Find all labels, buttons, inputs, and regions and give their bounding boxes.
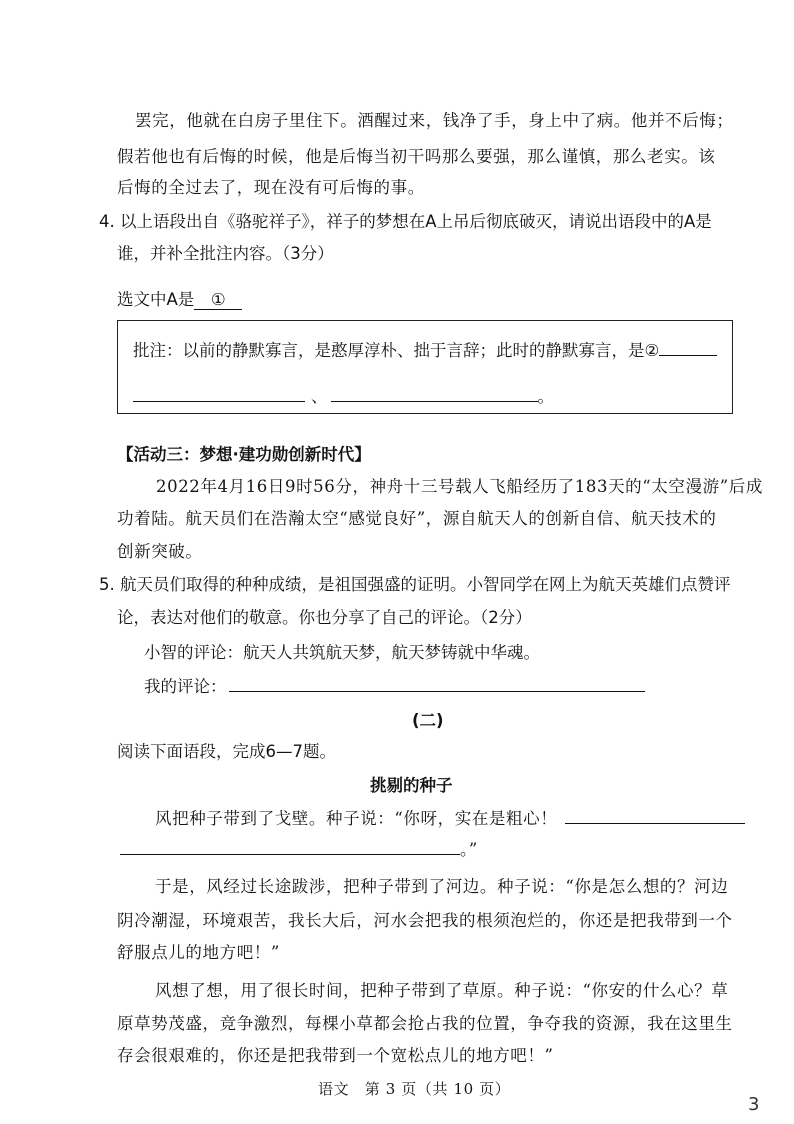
story-p1-text: 风把种子带到了戈壁。种子说：“你呀，实在是粗心！: [155, 809, 558, 828]
text-line: 存会很艰难的，你还是把我带到一个宽松点儿的地方吧！”: [117, 1046, 554, 1065]
text-line: 阴冷潮湿，环境艰苦，我长大后，河水会把我的根须泡烂的，你还是把我带到一个: [117, 911, 733, 930]
annotation-line-2: [133, 383, 554, 407]
page-number: 3: [748, 1094, 760, 1115]
answer-a-row: [117, 286, 242, 310]
text-line: 舒服点儿的地方吧！”: [117, 943, 280, 962]
story-p1-line-1: [155, 805, 745, 829]
annotation-mark: ②: [644, 341, 660, 360]
text-line: 罢完，他就在白房子里住下。酒醒过来，钱净了手，身上中了病。他并不后悔；: [135, 111, 734, 130]
story-blank-2[interactable]: [120, 853, 460, 855]
my-comment-label: 我的评论：: [144, 677, 227, 696]
story-p1-line-2: [120, 836, 478, 860]
text-line: 后悔的全过去了，现在没有可后悔的事。: [117, 178, 425, 197]
section-title: (二): [412, 711, 444, 730]
annotation-blank-1[interactable]: [659, 354, 717, 356]
annotation-blank-2[interactable]: [133, 400, 305, 402]
answer-a-mark: ①: [210, 290, 226, 309]
annotation-text: 批注：以前的静默寡言，是憨厚淳朴、拙于言辞；此时的静默寡言，是: [133, 341, 645, 360]
answer-a-blank[interactable]: [194, 290, 242, 310]
annotation-line-1: [133, 337, 717, 361]
reading-instruction: 阅读下面语段，完成6—7题。: [117, 742, 336, 761]
question-5-line-2: 论，表达对他们的敬意。你也分享了自己的评论。（2分）: [117, 608, 532, 627]
text-line: 2022年4月16日9时56分，神舟十三号载人飞船经历了183天的“太空漫游”后成: [156, 477, 763, 496]
story-title: 挑剔的种子: [370, 776, 453, 795]
question-4-line-2: 谁，并补全批注内容。（3分）: [117, 244, 334, 263]
question-5-line-1: 5. 航天员们取得的种种成绩，是祖国强盛的证明。小智同学在网上为航天英雄们点赞评: [99, 575, 731, 594]
text-line: 于是，风经过长途跋涉，把种子带到了河边。种子说：“你是怎么想的？河边: [155, 877, 729, 896]
sample-comment: 小智的评论：航天人共筑航天梦，航天梦铸就中华魂。: [144, 643, 540, 662]
story-p1-end: 。”: [460, 840, 478, 859]
text-line: 假若他也有后悔的时候，他是后悔当初干吗那么要强，那么谨慎，那么老实。该: [117, 147, 716, 166]
page-footer: 语文 第 3 页（共 10 页）: [318, 1080, 511, 1098]
question-4-line-1: 4. 以上语段出自《骆驼祥子》，祥子的梦想在A上吊后彻底破灭，请说出语段中的A是: [99, 212, 712, 231]
answer-a-label: 选文中A是: [117, 290, 195, 309]
activity-3-heading: 【活动三：梦想·建功勋创新时代】: [117, 445, 371, 464]
text-line: 风想了想，用了很长时间，把种子带到了草原。种子说：“你安的什么心？草: [155, 981, 729, 1000]
annotation-separator: 、: [311, 387, 328, 406]
my-comment-row: [144, 673, 645, 697]
my-comment-blank[interactable]: [229, 690, 645, 692]
annotation-end: 。: [537, 387, 554, 406]
text-line: 原草势茂盛，竞争激烈，每棵小草都会抢占我的位置，争夺我的资源，我在这里生: [117, 1014, 733, 1033]
annotation-blank-3[interactable]: [331, 400, 538, 402]
text-line: 功着陆。航天员们在浩瀚太空“感觉良好”，源自航天人的创新自信、航天技术的: [117, 509, 717, 528]
text-line: 创新突破。: [117, 542, 203, 561]
story-blank-1[interactable]: [565, 822, 745, 824]
